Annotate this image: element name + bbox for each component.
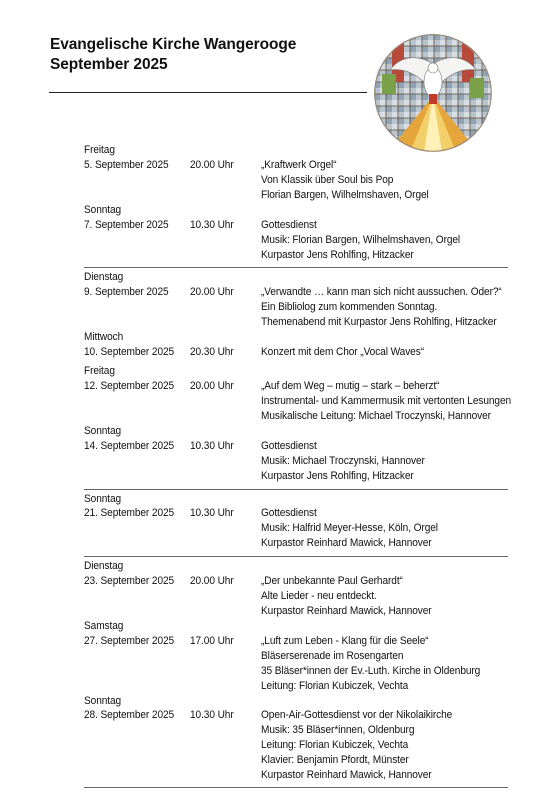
- week-separator: [84, 787, 508, 788]
- event-time: 20.00 Uhr: [190, 575, 234, 587]
- event-weekday: Freitag: [84, 365, 115, 377]
- event-weekday: Dienstag: [84, 560, 124, 572]
- event-detail: Florian Bargen, Wilhelmshaven, Orgel: [261, 189, 429, 201]
- event-date: 28. September 2025: [84, 709, 175, 721]
- event-weekday: Sonntag: [84, 204, 122, 216]
- event-title: Gottesdienst: [261, 219, 317, 231]
- event-title: „Luft zum Leben - Klang für die Seele“: [261, 635, 429, 647]
- event-date: 9. September 2025: [84, 286, 169, 298]
- event-title: „Auf dem Weg – mutig – stark – beherzt“: [261, 380, 440, 392]
- event-detail: Musik: Florian Bargen, Wilhelmshaven, Orgel: [261, 234, 461, 246]
- event-date: 23. September 2025: [84, 575, 175, 587]
- event-detail: Leitung: Florian Kubiczek, Vechta: [261, 739, 409, 751]
- event-date: 10. September 2025: [84, 346, 175, 358]
- church-name: Evangelische Kirche Wangerooge: [50, 36, 297, 53]
- event-title: Gottesdienst: [261, 440, 317, 452]
- month-title: September 2025: [50, 56, 168, 73]
- event-detail: Kurpastor Reinhard Mawick, Hannover: [261, 605, 432, 617]
- event-date: 12. September 2025: [84, 380, 175, 392]
- event-time: 10.30 Uhr: [190, 219, 234, 231]
- event-detail: Instrumental- und Kammermusik mit vertonten Lesungen: [261, 395, 512, 407]
- event-detail: Musik: Halfrid Meyer-Hesse, Köln, Orgel: [261, 522, 438, 534]
- event-time: 10.30 Uhr: [190, 507, 234, 519]
- event-detail: Leitung: Florian Kubiczek, Vechta: [261, 680, 409, 692]
- event-time: 20.00 Uhr: [190, 159, 234, 171]
- event-weekday: Mittwoch: [84, 331, 124, 343]
- event-title: Open-Air-Gottesdienst vor der Nikolaikirche: [261, 709, 453, 721]
- event-detail: Kurpastor Reinhard Mawick, Hannover: [261, 769, 432, 781]
- event-time: 17.00 Uhr: [190, 635, 234, 647]
- week-separator: [84, 556, 508, 557]
- week-separator: [84, 489, 508, 490]
- week-separator: [84, 267, 508, 268]
- event-title: Gottesdienst: [261, 507, 317, 519]
- event-date: 5. September 2025: [84, 159, 169, 171]
- event-detail: 35 Bläser*innen der Ev.-Luth. Kirche in Oldenburg: [261, 665, 481, 677]
- event-weekday: Freitag: [84, 144, 115, 156]
- event-date: 27. September 2025: [84, 635, 175, 647]
- event-title: „Verwandte … kann man sich nicht aussuchen. Oder?“: [261, 286, 502, 298]
- event-weekday: Dienstag: [84, 271, 124, 283]
- event-detail: Musikalische Leitung: Michael Troczynski, Hannover: [261, 410, 491, 422]
- event-time: 20.00 Uhr: [190, 286, 234, 298]
- event-detail: Musik: 35 Bläser*innen, Oldenburg: [261, 724, 415, 736]
- event-date: 14. September 2025: [84, 440, 175, 452]
- event-title: Konzert mit dem Chor „Vocal Waves“: [261, 346, 424, 358]
- event-time: 20.00 Uhr: [190, 380, 234, 392]
- event-time: 10.30 Uhr: [190, 709, 234, 721]
- event-detail: Musik: Michael Troczynski, Hannover: [261, 455, 425, 467]
- event-date: 21. September 2025: [84, 507, 175, 519]
- event-detail: Von Klassik über Soul bis Pop: [261, 174, 394, 186]
- event-weekday: Sonntag: [84, 695, 122, 707]
- event-detail: Bläserserenade im Rosengarten: [261, 650, 404, 662]
- event-title: „Kraftwerk Orgel“: [261, 159, 337, 171]
- event-weekday: Sonntag: [84, 493, 122, 505]
- event-detail: Kurpastor Jens Rohlfing, Hitzacker: [261, 249, 414, 261]
- event-detail: Alte Lieder - neu entdeckt.: [261, 590, 377, 602]
- event-detail: Klavier: Benjamin Pfordt, Münster: [261, 754, 409, 766]
- event-title: „Der unbekannte Paul Gerhardt“: [261, 575, 403, 587]
- event-date: 7. September 2025: [84, 219, 169, 231]
- event-weekday: Samstag: [84, 620, 124, 632]
- event-weekday: Sonntag: [84, 425, 122, 437]
- event-time: 20.30 Uhr: [190, 346, 234, 358]
- event-detail: Kurpastor Jens Rohlfing, Hitzacker: [261, 470, 414, 482]
- event-time: 10.30 Uhr: [190, 440, 234, 452]
- event-detail: Kurpastor Reinhard Mawick, Hannover: [261, 537, 432, 549]
- event-detail: Themenabend mit Kurpastor Jens Rohlfing, Hitzacker: [261, 316, 497, 328]
- event-detail: Ein Bibliolog zum kommenden Sonntag.: [261, 301, 438, 313]
